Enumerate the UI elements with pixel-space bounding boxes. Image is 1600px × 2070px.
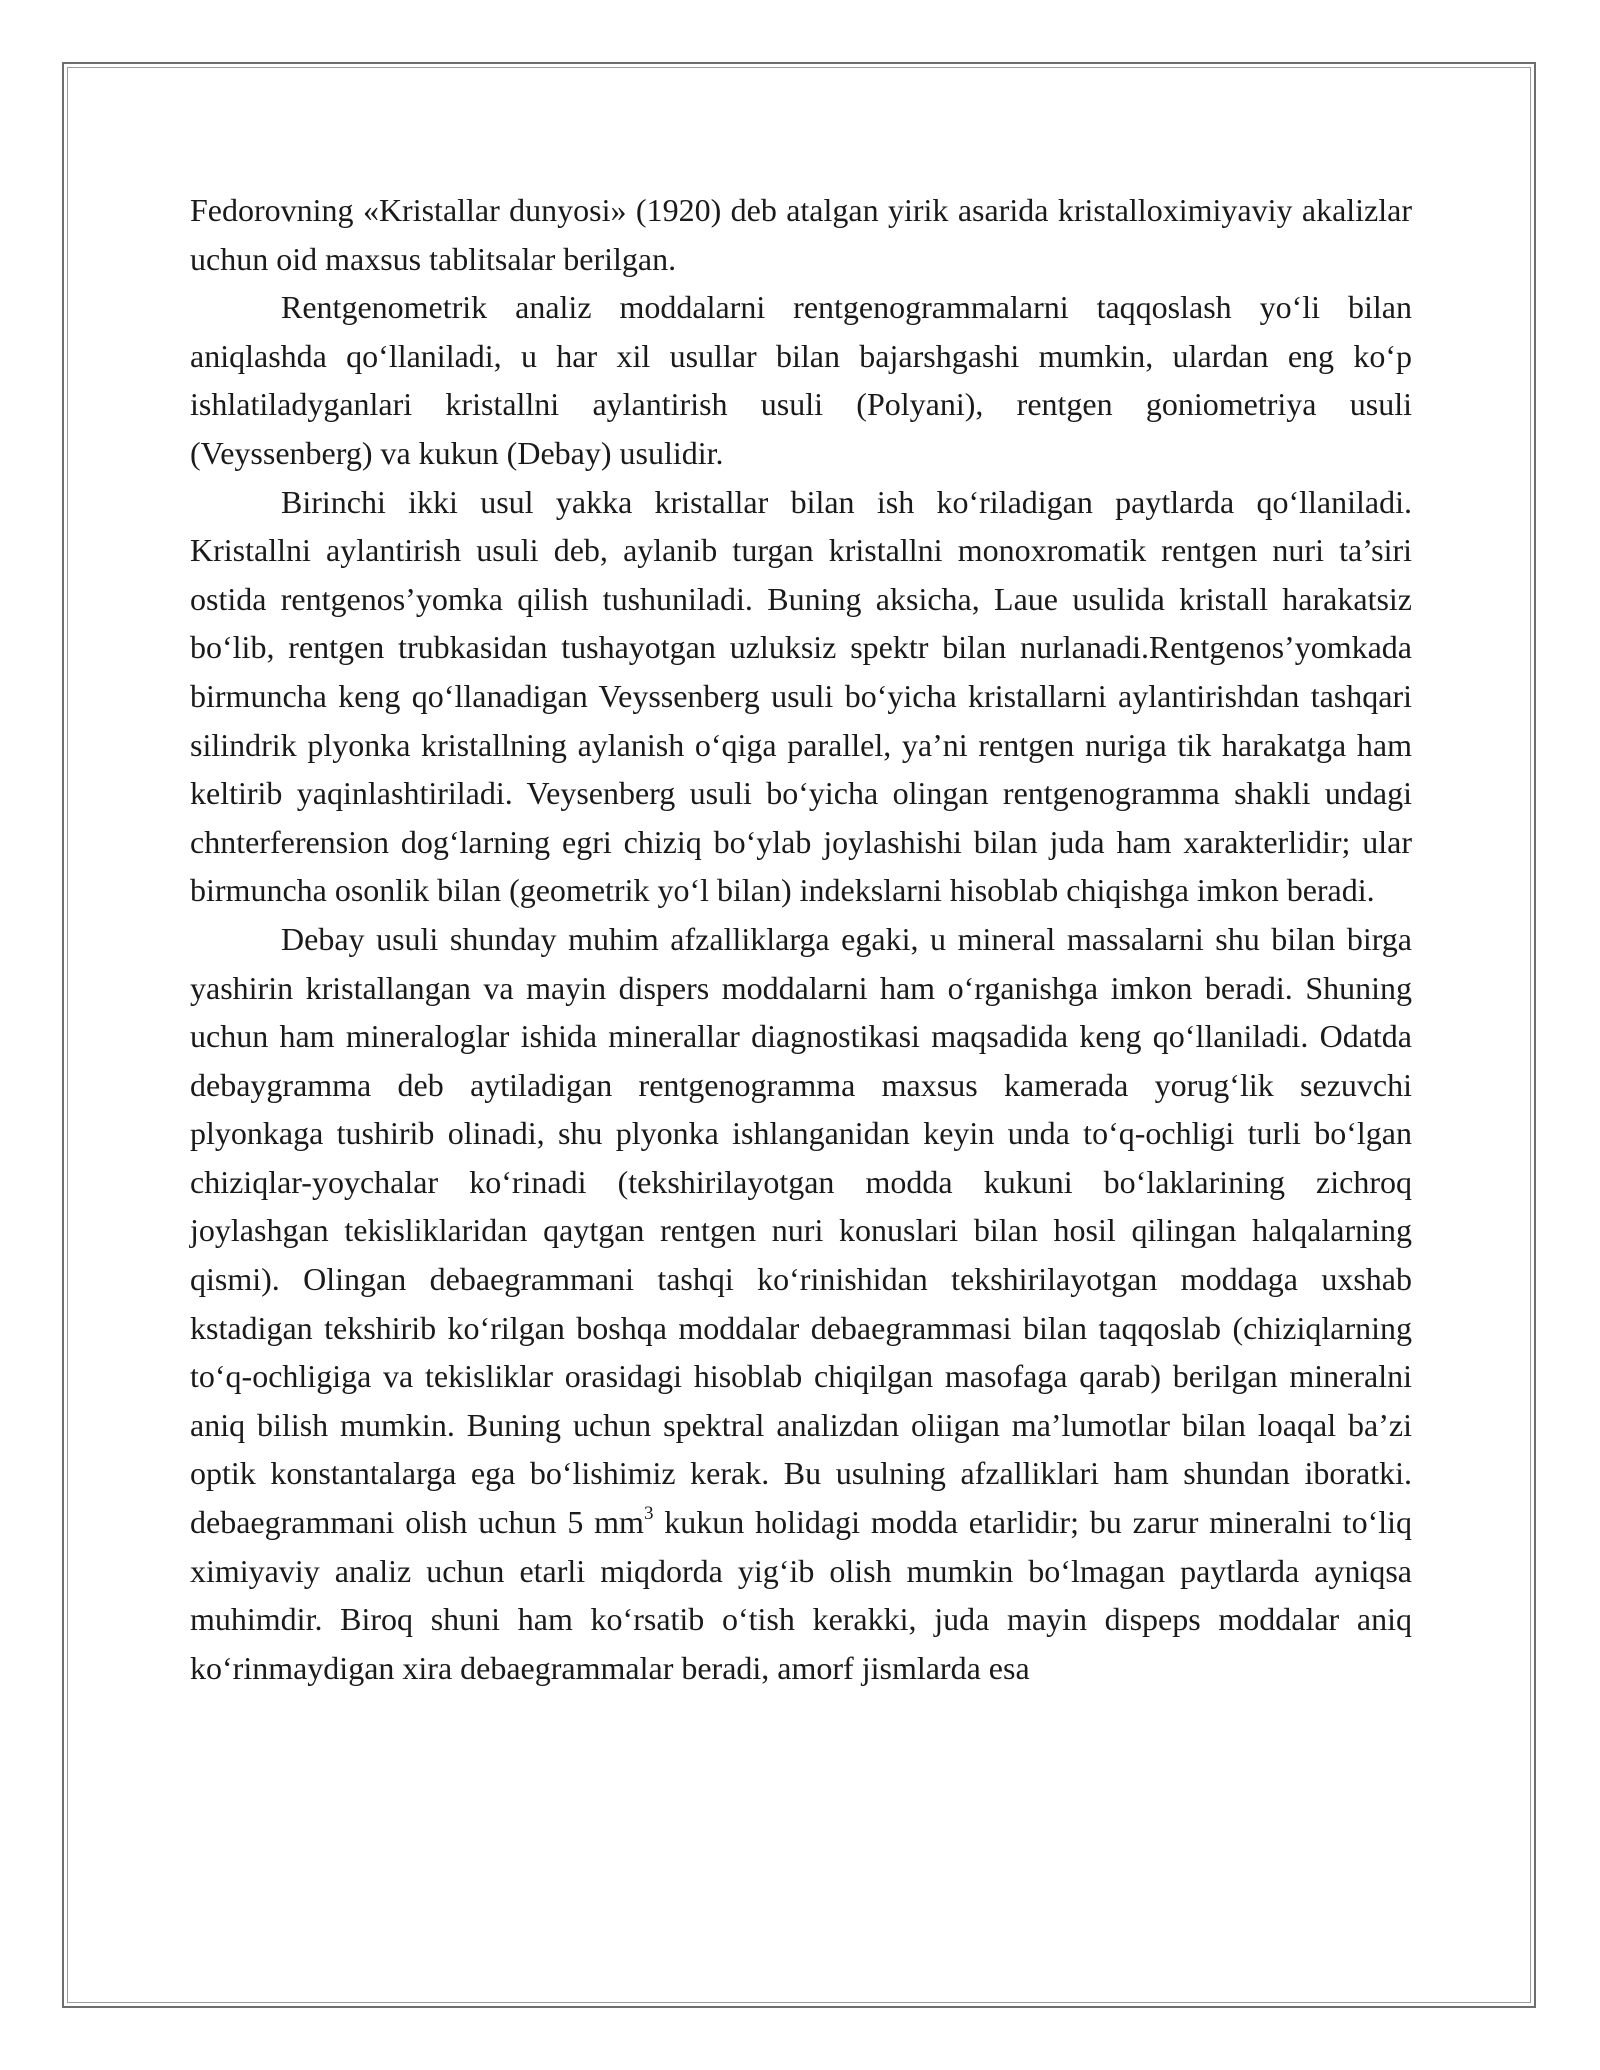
paragraph-1: Fedorovning «Kristallar dunyosi» (1920) deb atalgan yirik asarida kristalloximiyaviy akalizlar uchun oid maxsus tablitsalar berilgan. xyxy=(190,192,1412,277)
paragraph-4-part-1: Debay usuli shunday muhim afzalliklarga egaki, u mineral massalarni shu bilan birga yashirin kristallangan va mayin dispers moddalarni ham o‘rganishga imkon beradi. Shuning uchun ham mineraloglar ishida minerallar diagnostikasi maqsadida keng qo‘llaniladi. Odatda debaygramma deb aytiladigan rentgenogramma maxsus kamerada yorug‘lik sezuvchi plyonkaga tushirib olinadi, shu plyonka ishlanganidan keyin unda to‘q-ochligi turli bo‘lgan chiziqlar-yoychalar ko‘rinadi (tekshirilayotgan modda kukuni bo‘laklarining zichroq joylashgan tekisliklaridan qaytgan rentgen nuri konuslari bilan hosil qilingan halqalarning qismi). Olingan debaegrammani tashqi ko‘rinishidan tekshirilayotgan moddaga uxshab kstadigan tekshirib ko‘rilgan boshqa moddalar debaegrammasi bilan taqqoslab (chiziqlarning to‘q-ochligiga va tekisliklar orasidagi hisoblab chiqilgan masofaga qarab) berilgan mineralni aniq bilish mumkin. Buning uchun spektral analizdan oliigan ma’lumotlar bilan loaqal ba’zi optik konstantalarga ega bo‘lishimiz kerak. Bu usulning afzalliklari ham shundan iboratki. debaegrammani olish uchun 5 mm xyxy=(190,920,1412,1541)
paragraph-3: Birinchi ikki usul yakka kristallar bilan ish ko‘riladigan paytlarda qo‘llaniladi. Kristallni aylantirish usuli deb, aylanib turgan kristallni monoxromatik rentgen nuri ta’siri ostida rentgenos’yomka qilish tushuniladi. Buning aksicha, Laue usulida kristall harakatsiz bo‘lib, rentgen trubkasidan tushayotgan uzluksiz spektr bilan nurlanadi.Rentgenos’yomkada birmuncha keng qo‘llanadigan Veyssenberg usuli bo‘yicha kristallarni aylantirishdan tashqari silindrik plyonka kristallning aylanish o‘qiga parallel, ya’ni rentgen nuriga tik harakatga ham keltirib yaqinlashtiriladi. Veysenberg usuli bo‘yicha olingan rentgenogramma shakli undagi chnterferension dog‘larning egri chiziq bo‘ylab joylashishi bilan juda ham xarakterlidir; ular birmuncha osonlik bilan (geometrik yo‘l bilan) indekslarni hisoblab chiqishga imkon beradi. xyxy=(190,483,1412,909)
paragraph-4-part-2: kukun holidagi modda etarlidir; bu zarur mineralni to‘liq ximiyaviy analiz uchun etarli miqdorda yig‘ib olish mumkin bo‘lmagan paytlarda ayniqsa muhimdir. Biroq shuni ham ko‘rsatib o‘tish kerakki, juda mayin dispeps moddalar aniq ko‘rinmaydigan xira debaegrammalar beradi, amorf jismlarda esa xyxy=(190,1504,1412,1686)
superscript-3: 3 xyxy=(643,1503,654,1525)
document-body xyxy=(190,186,1412,1692)
paragraph-2: Rentgenometrik analiz moddalarni rentgenogrammalarni taqqoslash yo‘li bilan aniqlashda qo‘llaniladi, u har xil usullar bilan bajarshgashi mumkin, ulardan eng ko‘p ishlatiladyganlari kristallni aylantirish usuli (Polyani), rentgen goniometriya usuli (Veyssenberg) va kukun (Debay) usulidir. xyxy=(190,289,1412,471)
paragraph-4 xyxy=(190,915,1412,1693)
